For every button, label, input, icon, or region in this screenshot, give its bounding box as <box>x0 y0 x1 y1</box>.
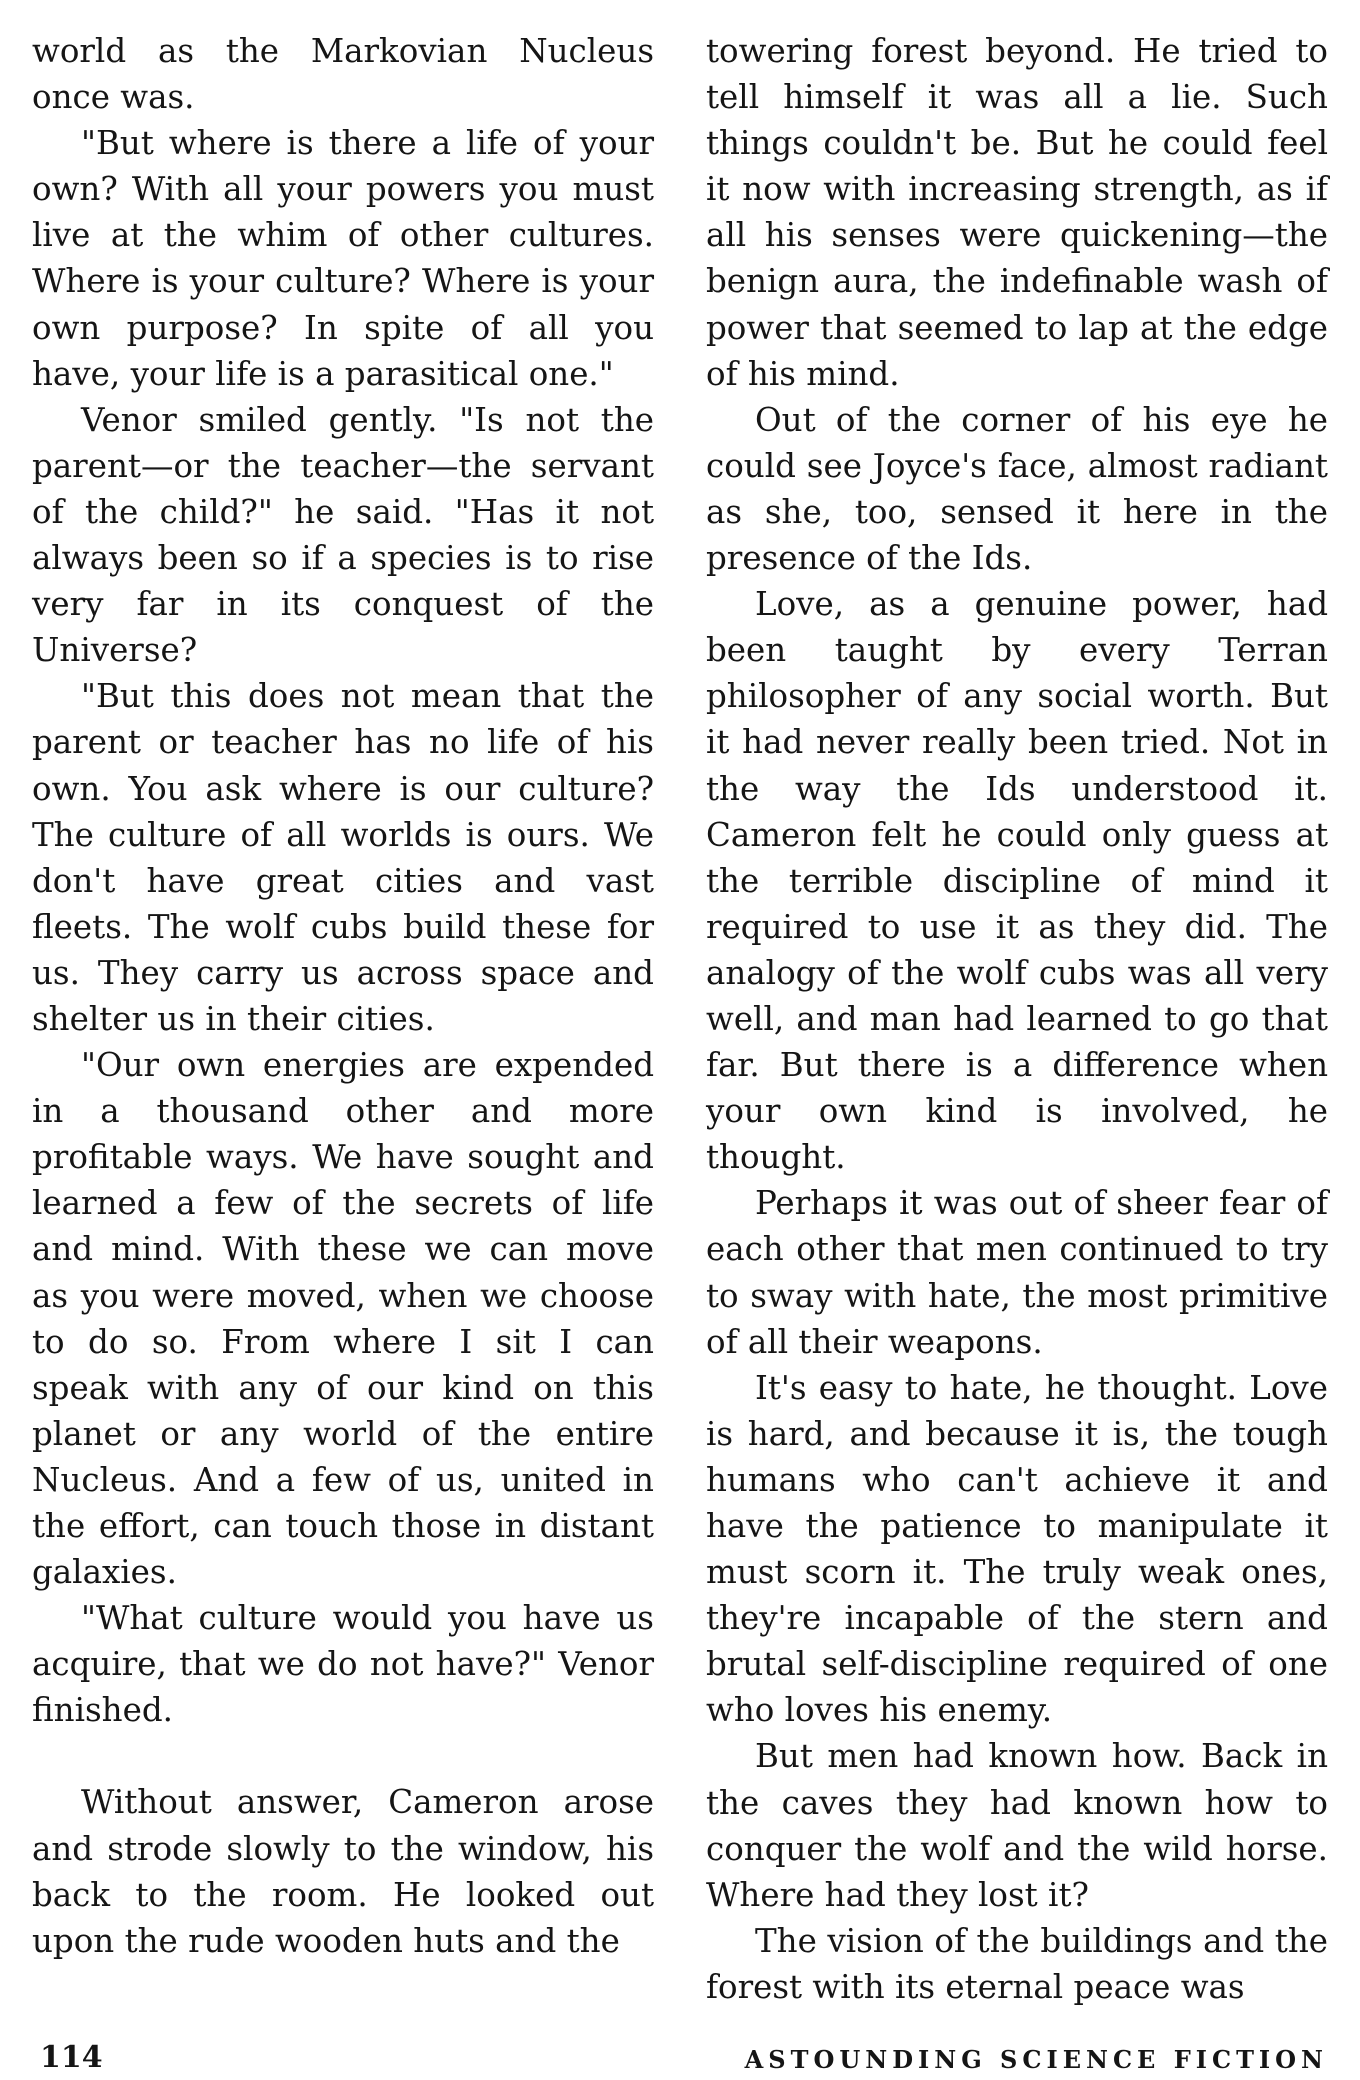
left-column <box>32 28 654 1964</box>
paragraph: Venor smiled gently. "Is not the parent—or the teacher—the servant of the child?" he said. "Has it not always been so if a species is to rise very far in its conquest of the Universe? <box>32 400 654 670</box>
paragraph: It's easy to hate, he thought. Love is hard, and because it is, the tough humans who can't achieve it and have the patience to manipulate it must scorn it. The truly weak ones, they're incapable of the stern and brutal self-discipline required of one who loves his enemy. <box>706 1368 1328 1730</box>
running-head: ASTOUNDING SCIENCE FICTION <box>744 2045 1328 2074</box>
paragraph: "Our own energies are expended in a thousand other and more profitable ways. We have sought and learned a few of the secrets of life and mind. With these we can move as you were moved, when we choose to do so. From where I sit I can speak with any of our kind on this planet or any world of the entire Nucleus. And a few of us, united in the effort, can touch those in distant galaxies. <box>32 1046 654 1592</box>
paragraph: "But this does not mean that the parent or teacher has no life of his own. You ask where is our culture? The culture of all worlds is ours. We don't have great cities and vast fleets. The wolf cubs build these for us. They carry us across space and shelter us in their cities. <box>32 677 654 1038</box>
paragraph: "What culture would you have us acquire, that we do not have?" Venor finished. <box>32 1599 654 1730</box>
page-number: 114 <box>40 2040 103 2075</box>
paragraph: towering forest beyond. He tried to tell himself it was all a lie. Such things couldn't be. But he could feel it now with increasing strength, as if all his senses were quickening—the benign aura, the indefinable wash of power that seemed to lap at the edge of his mind. <box>706 32 1328 393</box>
paragraph: Love, as a genuine power, had been taught by every Terran philosopher of any social worth. But it had never really been tried. Not in the way the Ids understood it. Cameron felt he could only guess at the terrible discipline of mind it required to use it as they did. The analogy of the wolf cubs was all very well, and man had learned to go that far. But there is a difference when your own kind is involved, he thought. <box>706 585 1328 1177</box>
paragraph: Without answer, Cameron arose and strode slowly to the window, his back to the room. He looked out upon the rude wooden huts and the <box>32 1783 654 1960</box>
paragraph: But men had known how. Back in the caves they had known how to conquer the wolf and the wild horse. Where had they lost it? <box>706 1737 1328 1914</box>
right-column <box>706 28 1328 2010</box>
paragraph: The vision of the buildings and the forest with its eternal peace was <box>706 1921 1328 2006</box>
paragraph: "But where is there a life of your own? With all your powers you must live at the whim of other cultures. Where is your culture? Where is your own purpose? In spite of all you have, your life is a parasitical one." <box>32 124 654 393</box>
paragraph: Out of the corner of his eye he could see Joyce's face, almost radiant as she, too, sensed it here in the presence of the Ids. <box>706 400 1328 578</box>
paragraph: world as the Markovian Nucleus once was. <box>32 32 654 117</box>
page-footer <box>32 2040 1328 2080</box>
paragraph: Perhaps it was out of sheer fear of each other that men continued to try to sway with hate, the most primitive of all their weapons. <box>706 1184 1328 1361</box>
